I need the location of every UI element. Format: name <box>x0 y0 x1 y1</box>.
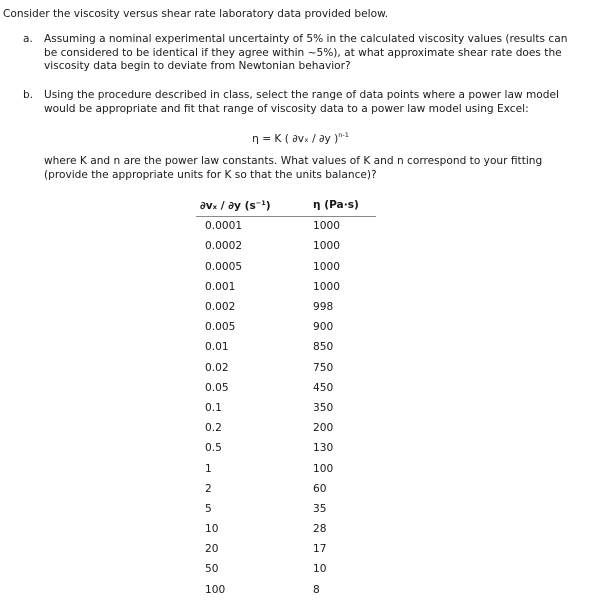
viscosity-cell: 1000 <box>313 220 340 233</box>
table-row <box>196 278 376 298</box>
shear-rate-cell: 0.05 <box>205 381 229 394</box>
shear-rate-cell: 0.01 <box>205 341 229 354</box>
table-row <box>196 560 376 580</box>
table-row <box>196 439 376 459</box>
table-header-row <box>196 195 376 217</box>
viscosity-cell: 17 <box>313 543 327 556</box>
where-text: where K and n are the power law constants. What values of K and n correspond to your fitting (provide the appropriate units for K so that the units balance)? <box>44 155 543 181</box>
table-row <box>196 399 376 419</box>
shear-rate-cell: 0.2 <box>205 422 222 435</box>
question-a-marker: a. <box>23 33 33 45</box>
header-shear-rate <box>196 195 313 217</box>
shear-rate-cell: 20 <box>205 543 219 556</box>
viscosity-cell: 850 <box>313 341 334 354</box>
table-row <box>196 257 376 277</box>
shear-rate-cell: 0.001 <box>205 280 236 293</box>
question-b-text: Using the procedure described in class, select the range of data points where a power law model would be appropriate and fit that range of viscosity data to a power law model using Excel: <box>44 89 559 115</box>
shear-rate-cell: 0.5 <box>205 442 222 455</box>
table-row <box>196 379 376 399</box>
shear-rate-cell: 0.02 <box>205 361 229 374</box>
table-row <box>196 580 376 600</box>
header-rate-exponent: −1 <box>255 199 266 208</box>
question-a <box>23 33 583 74</box>
shear-rate-cell: 0.0001 <box>205 220 243 233</box>
power-law-equation <box>0 129 601 147</box>
shear-rate-cell: 50 <box>205 563 219 576</box>
table-row <box>196 479 376 499</box>
header-viscosity: η (Pa·s) <box>313 195 376 217</box>
table-row <box>196 459 376 479</box>
shear-rate-cell: 100 <box>205 583 226 596</box>
shear-rate-cell: 2 <box>205 482 212 495</box>
viscosity-cell: 10 <box>313 563 327 576</box>
viscosity-data-table <box>196 195 376 601</box>
table-row <box>196 520 376 540</box>
table-row <box>196 419 376 439</box>
table-row <box>196 217 376 238</box>
viscosity-cell: 100 <box>313 462 334 475</box>
intro-text: Consider the viscosity versus shear rate laboratory data provided below. <box>3 8 389 20</box>
shear-rate-cell: 0.005 <box>205 321 236 334</box>
question-b <box>23 89 583 116</box>
viscosity-cell: 998 <box>313 301 334 314</box>
table-row <box>196 500 376 520</box>
question-a-text: Assuming a nominal experimental uncertainty of 5% in the calculated viscosity values (results can be considered to be identical if they agree within ~5%), at what approximate shear rate does the viscosity data begin to deviate from Newtonian behavior? <box>44 33 568 73</box>
viscosity-cell: 450 <box>313 381 334 394</box>
shear-rate-cell: 5 <box>205 502 212 515</box>
viscosity-cell: 200 <box>313 422 334 435</box>
table-row <box>196 358 376 378</box>
shear-rate-cell: 0.0005 <box>205 260 243 273</box>
equation-main: η = K ( ∂vₓ / ∂y ) <box>252 133 339 145</box>
equation-exponent: n-1 <box>338 131 349 139</box>
shear-rate-cell: 0.002 <box>205 301 236 314</box>
shear-rate-cell: 10 <box>205 523 219 536</box>
header-rate-close: ) <box>265 200 271 213</box>
shear-rate-cell: 0.0002 <box>205 240 243 253</box>
viscosity-cell: 900 <box>313 321 334 334</box>
table-row <box>196 298 376 318</box>
viscosity-cell: 1000 <box>313 240 340 253</box>
table-row <box>196 318 376 338</box>
question-b-marker: b. <box>23 89 34 101</box>
viscosity-cell: 1000 <box>313 260 340 273</box>
table-row <box>196 540 376 560</box>
viscosity-cell: 1000 <box>313 280 340 293</box>
viscosity-cell: 35 <box>313 502 327 515</box>
viscosity-cell: 750 <box>313 361 334 374</box>
viscosity-cell: 350 <box>313 401 334 414</box>
viscosity-cell: 8 <box>313 583 320 596</box>
table-row <box>196 338 376 358</box>
viscosity-cell: 60 <box>313 482 327 495</box>
shear-rate-cell: 1 <box>205 462 212 475</box>
viscosity-cell: 130 <box>313 442 334 455</box>
shear-rate-cell: 0.1 <box>205 401 222 414</box>
header-rate-main: ∂vₓ / ∂y (s <box>200 200 256 213</box>
table-body <box>196 217 376 601</box>
viscosity-cell: 28 <box>313 523 327 536</box>
table-row <box>196 237 376 257</box>
